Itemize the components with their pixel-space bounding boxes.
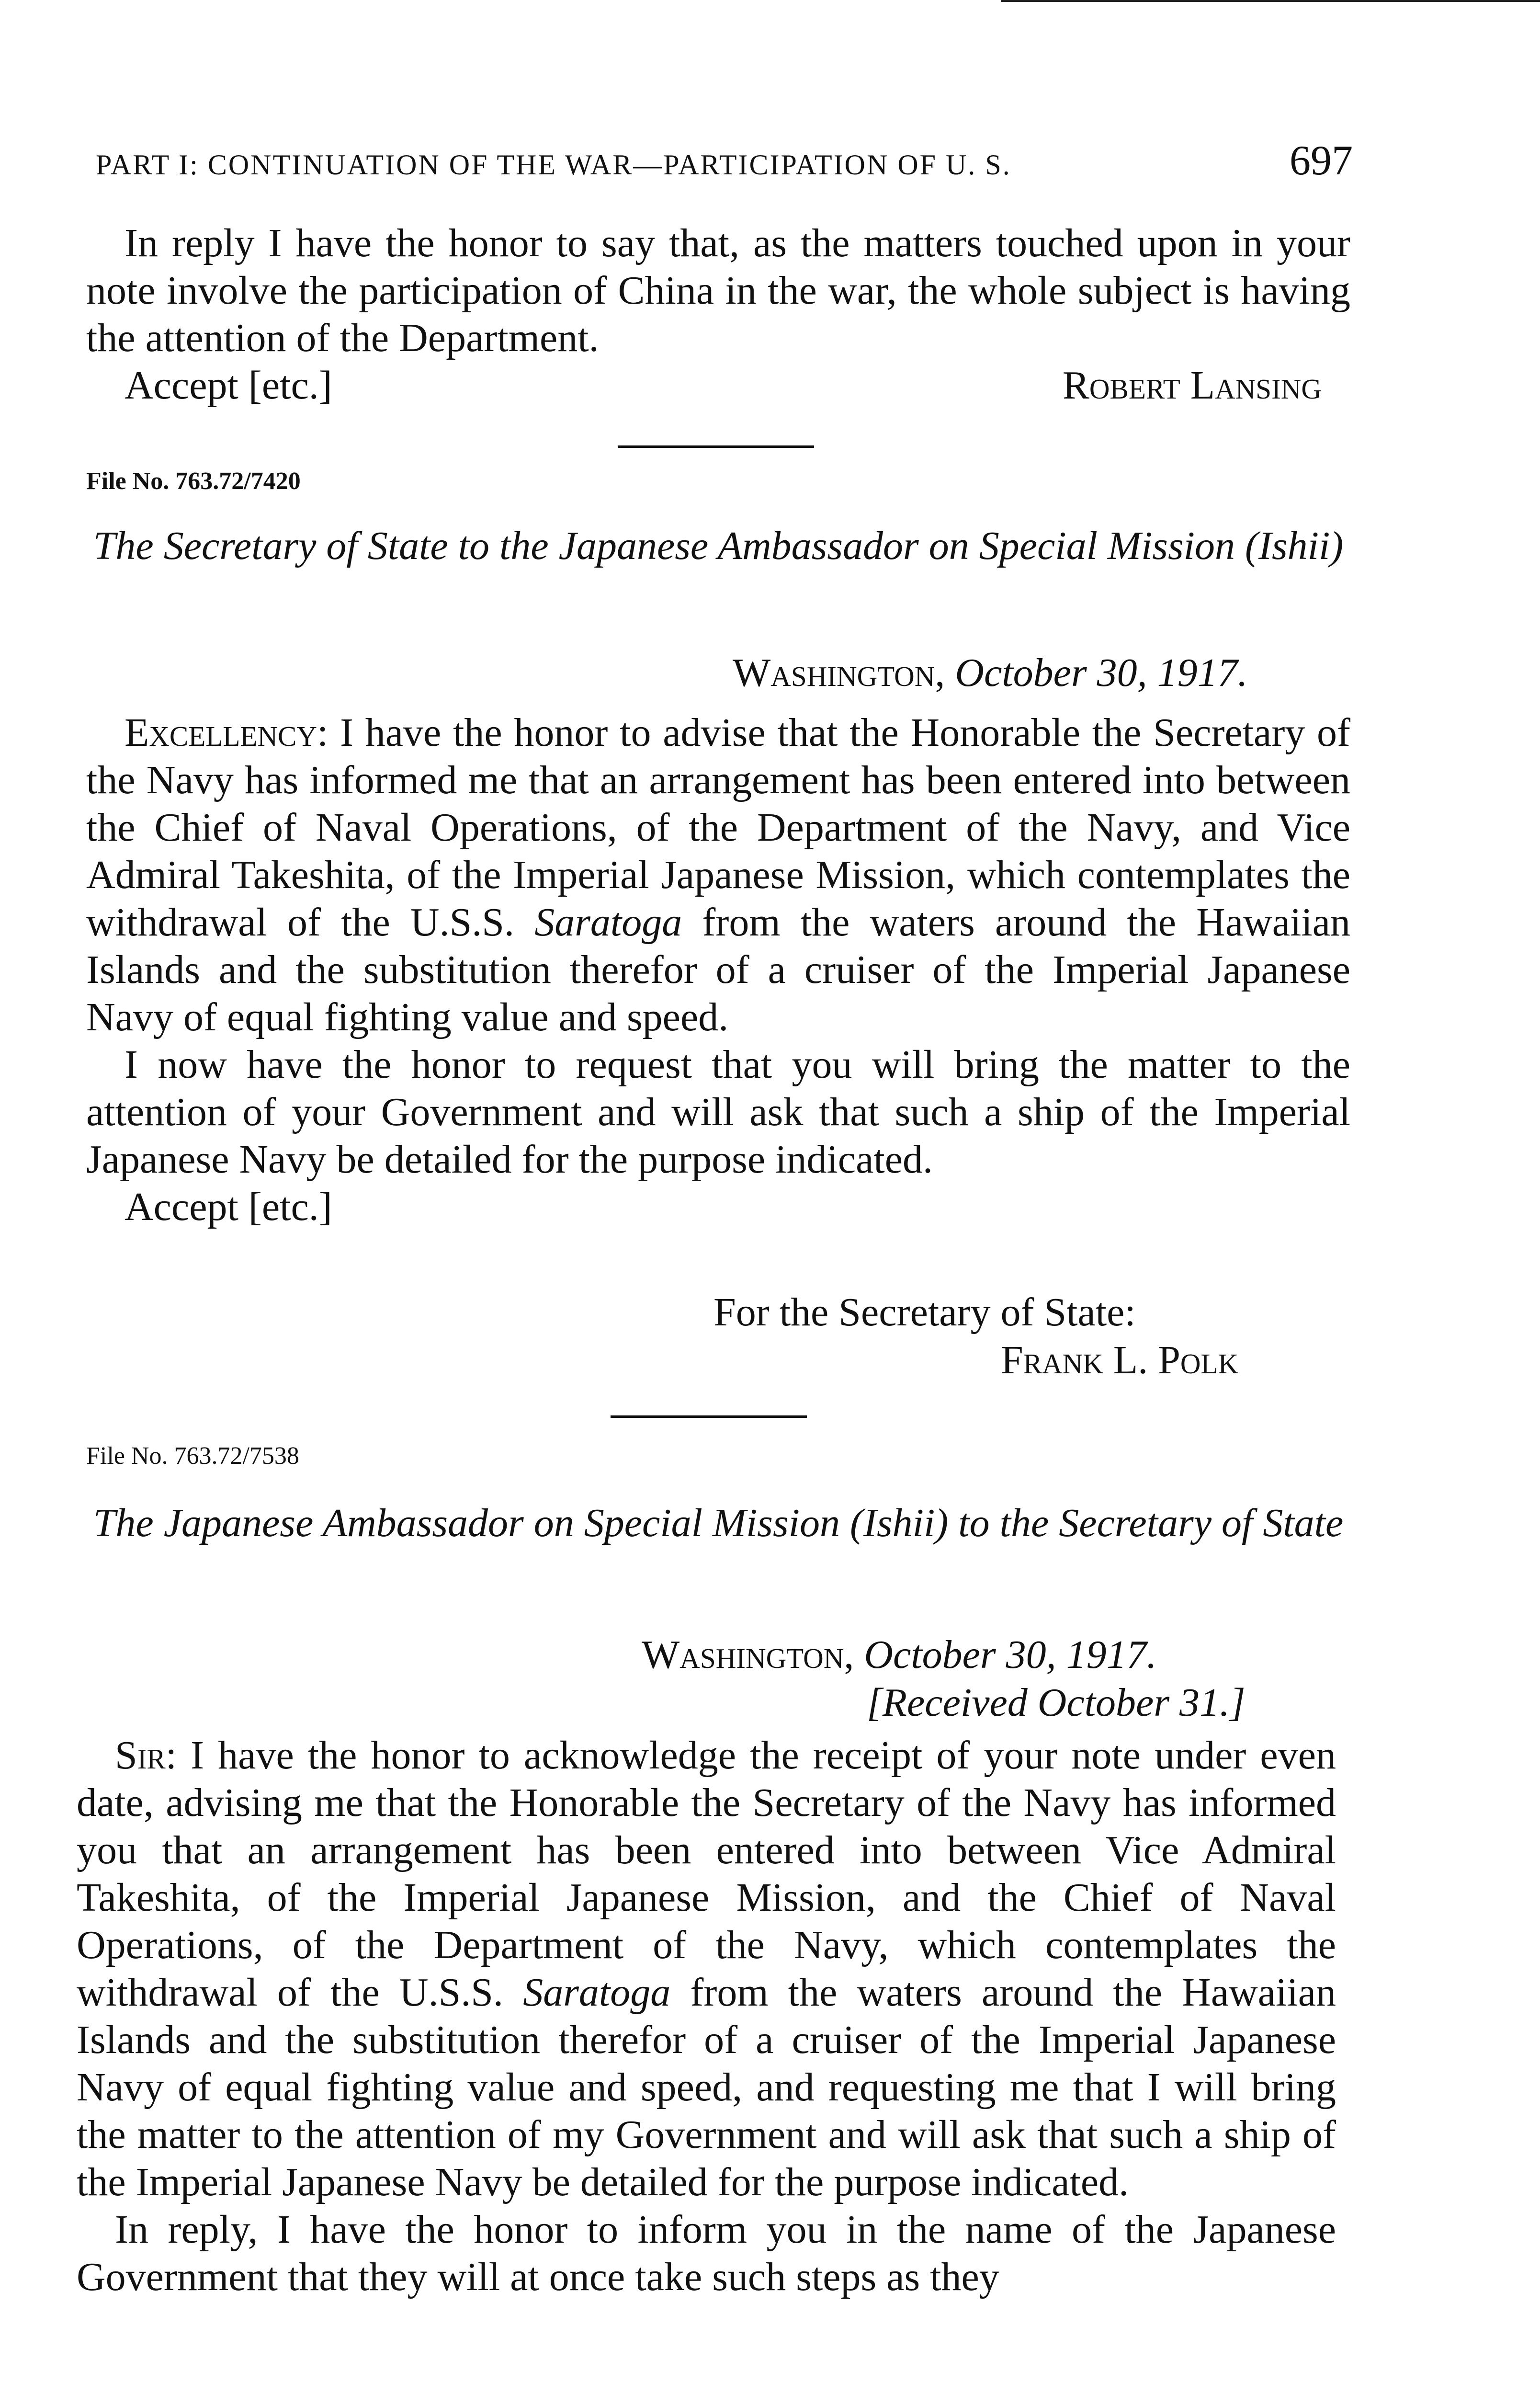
letter1-paragraph: In reply I have the honor to say that, as the matters touched upon in your note involve the participation of China in the war, the whole subject is having the attention of the Department. — [86, 221, 1350, 360]
letter3-salutation: Sir: — [115, 1733, 177, 1778]
letter2-paragraph-1-text: I have the honor to advise that the Honorable the Secretary of the Navy has informed me that an arrangement has been entered into between the Chief of Naval Operations, of the Department of the Navy, and Vice Admiral Takeshita, of the Imperial Japanese Mission, which contemplates the withdrawal of the U.S.S. — [86, 710, 1350, 945]
letter2-for-line: For the Secretary of State: — [713, 1290, 1136, 1334]
letter1-accept: Accept [etc.] — [125, 363, 332, 408]
letter2-file-number: File No. 763.72/7420 — [86, 468, 301, 495]
letter2-heading: The Secretary of State to the Japanese Ambassador on Special Mission (Ishii) — [93, 524, 1344, 568]
letter2-paragraph-1 — [86, 709, 1350, 1041]
section-divider — [618, 445, 814, 448]
letter1-body-block — [86, 219, 1350, 409]
letter2-signature: Frank L. Polk — [1001, 1338, 1239, 1382]
letter3-paragraph-1-text: I have the honor to acknowledge the receipt of your note under even date, advising me that the Honorable the Secretary of the Navy has informed you that an arrangement has been entered into between Vice Admiral Takeshita, of the Imperial Japanese Mission, and the Chief of Naval Operations, of the Department of the Navy, which contemplates the withdrawal of the U.S.S. — [77, 1733, 1336, 2015]
letter3-body-block — [77, 1732, 1336, 2301]
letter3-received: [Received October 31.] — [867, 1680, 1246, 1725]
letter2-salutation: Excellency: — [125, 710, 328, 755]
letter1-signoff — [86, 362, 1350, 409]
letter3-file-number: File No. 763.72/7538 — [86, 1442, 299, 1470]
letter3-dateline — [642, 1631, 1157, 1678]
running-head-title: PART I: CONTINUATION OF THE WAR—PARTICIPATION OF U. S. — [96, 149, 1011, 181]
letter2-date-place: Washington, — [733, 650, 945, 695]
letter2-ship-name: Saratoga — [534, 900, 682, 945]
letter2-date: October 30, 1917. — [955, 650, 1248, 695]
letter3-ship-name: Saratoga — [523, 1970, 671, 2015]
letter3-date-place: Washington, — [642, 1632, 854, 1677]
letter2-paragraph-2: I now have the honor to request that you will bring the matter to the attention of your Government and will ask that such a ship of the Imperial Japanese Navy be detailed for the purpose indicated. — [86, 1042, 1350, 1182]
letter2-accept-line — [86, 1183, 1350, 1231]
letter3-paragraph-2: In reply, I have the honor to inform you in the name of the Japanese Government that they will at once take such steps as they — [77, 2207, 1336, 2299]
letter3-paragraph-1-end: from the waters around the Hawaiian Islands and the substitution therefor of a cruiser of the Imperial Japanese Navy of equal fighting value and speed, and requesting me that I will bring the matter to the attention of my Government and will ask that such a ship of the Imperial Japanese Navy be detailed for the purpose indicated. — [77, 1970, 1336, 2204]
letter1-signature: Robert Lansing — [1062, 363, 1322, 408]
letter2-body-block — [86, 709, 1350, 1231]
letter3-paragraph-1 — [77, 1732, 1336, 2206]
letter3-heading: The Japanese Ambassador on Special Mission (Ishii) to the Secretary of State — [93, 1501, 1344, 1545]
letter3-date: October 30, 1917. — [864, 1632, 1157, 1677]
running-head — [96, 137, 1353, 184]
letter2-accept: Accept [etc.] — [125, 1185, 332, 1229]
page-number: 697 — [1290, 137, 1353, 184]
letter2-paragraph-1-end: from the waters around the Hawaiian Islands and the substitution therefor of a cruiser of the Imperial Japanese Navy of equal fighting value and speed. — [86, 900, 1350, 1039]
scan-edge-line — [1001, 0, 1540, 2]
letter2-dateline — [733, 649, 1248, 696]
section-divider-2 — [611, 1415, 807, 1418]
